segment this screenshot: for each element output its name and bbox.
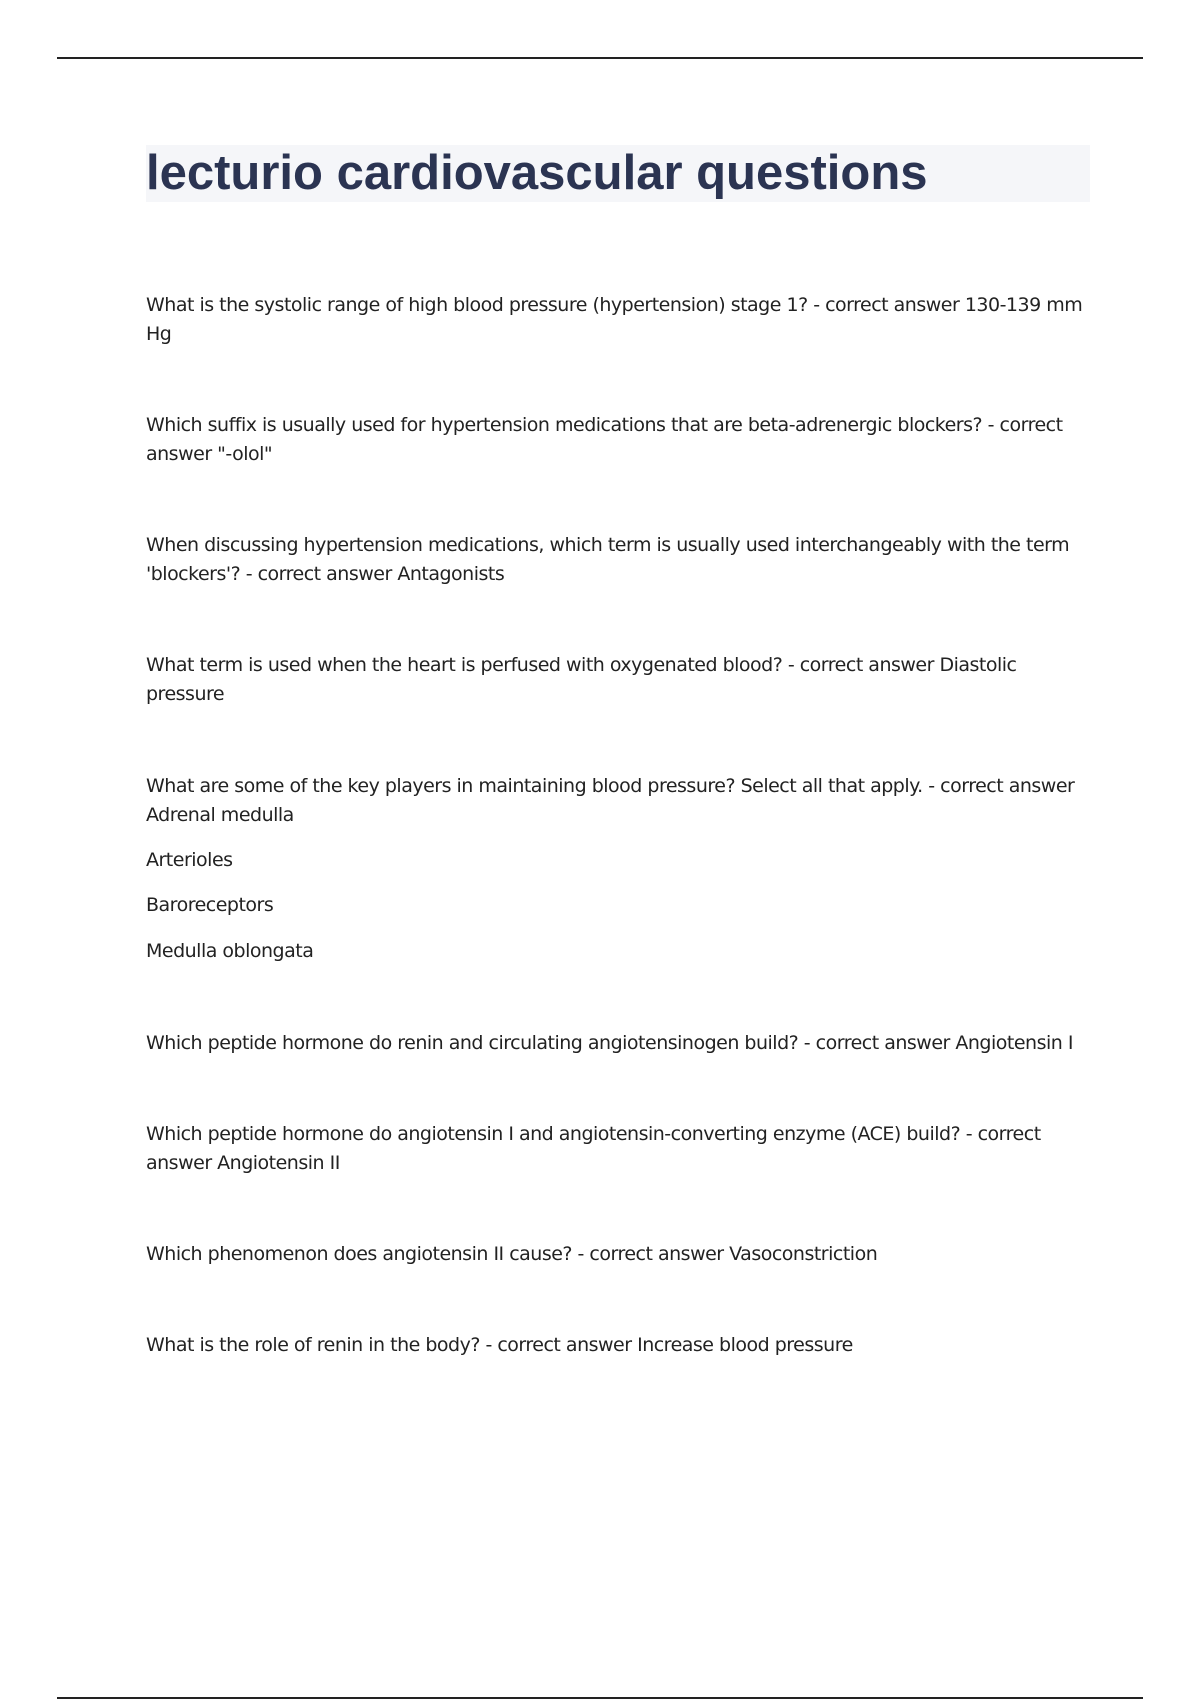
qa-text: Which peptide hormone do renin and circulating angiotensinogen build? - correct answer Angiotensin I [146, 1032, 1073, 1054]
qa-text: When discussing hypertension medications, which term is usually used interchangeably with the term 'blockers'? - correct answer Antagonists [146, 534, 1070, 585]
qa-text: What is the role of renin in the body? - correct answer Increase blood pressure [146, 1334, 853, 1356]
qa-item [146, 411, 1086, 469]
key-player-item: Arterioles [146, 849, 233, 871]
qa-text: What term is used when the heart is perfused with oxygenated blood? - correct answer Diastolic pressure [146, 654, 1017, 705]
qa-text: Which suffix is usually used for hypertension medications that are beta-adrenergic blockers? - correct answer "-olol" [146, 414, 1063, 465]
qa-text: What are some of the key players in maintaining blood pressure? Select all that apply. - correct answer Adrenal medulla [146, 775, 1075, 826]
qa-text: What is the systolic range of high blood pressure (hypertension) stage 1? - correct answer 130-139 mm Hg [146, 294, 1083, 345]
qa-item [146, 1240, 1086, 1269]
qa-item [146, 772, 1086, 830]
qa-item [146, 531, 1086, 589]
qa-text: Which phenomenon does angiotensin II cause? - correct answer Vasoconstriction [146, 1243, 878, 1265]
qa-item [146, 1029, 1086, 1058]
document-title: lecturio cardiovascular questions [146, 146, 928, 200]
qa-text: Which peptide hormone do angiotensin I and angiotensin-converting enzyme (ACE) build? - correct answer Angiotensin II [146, 1123, 1041, 1174]
qa-item [146, 291, 1086, 349]
key-player-item: Baroreceptors [146, 894, 274, 916]
qa-item [146, 651, 1086, 709]
bottom-rule [57, 1697, 1143, 1699]
qa-item [146, 1120, 1086, 1178]
top-rule [57, 57, 1143, 59]
key-player-item: Medulla oblongata [146, 940, 314, 962]
qa-item [146, 1331, 1086, 1360]
